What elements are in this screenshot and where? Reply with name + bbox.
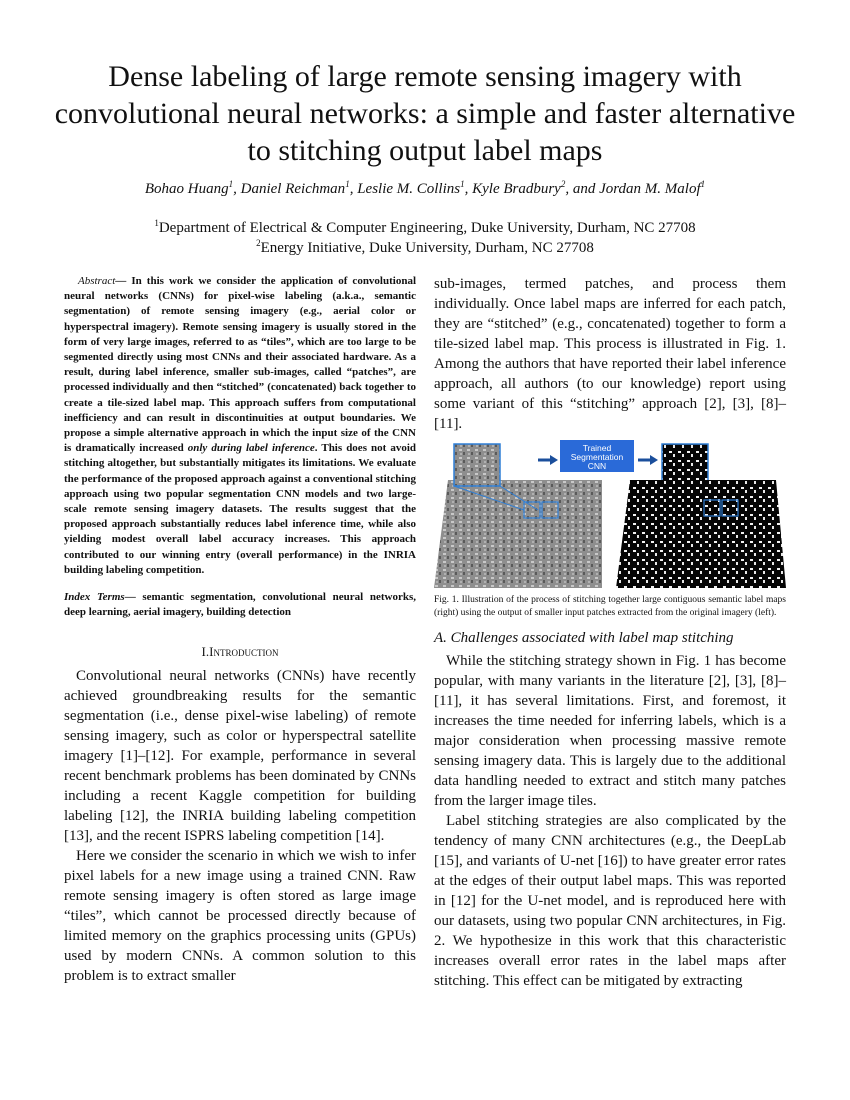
author-name: Leslie M. Collins — [357, 181, 461, 197]
subsection-paragraph-2: Label stitching strategies are also complicated by the tendency of many CNN architectures (e.g., the DeepLab [15], and variants of U-net [16]) to have greater error rates at the edges of their output label maps. This was reported in [12] for the U-net model, and is reproduced here with our datasets, using two popular CNN architectures, in Fig. 2. We hypothesize in this work that this characteristic increases overall error rates in the label maps after stitching. This effect can be mitigated by extracting — [434, 813, 786, 989]
continued-paragraph: sub-images, termed patches, and process them individually. Once label maps are inferred for each patch, they are “stitched” (e.g., concatenated) together to form a tile-sized label map. This process is illustrated in Fig. 1. Among the authors that have reported their label inference approach, all authors (to our knowledge) report using some variant of this “stitching” approach [2], [3], [8]–[11]. — [434, 276, 786, 432]
author-sup: 2 — [560, 179, 566, 189]
author-sup: 1 — [700, 179, 706, 189]
svg-text:CNN: CNN — [587, 461, 607, 471]
author-list: Bohao Huang$^1$, Daniel Reichman$^1$, Leslie M. Collins$^1$, Kyle Bradbury$^2$, and Jordan M. Malof$^1$ — [144, 179, 706, 197]
abstract-emphasis: only during label inference — [187, 442, 315, 455]
author-sup: 1 — [345, 179, 350, 189]
figure-1-caption: Fig. 1. Illustration of the process of stitching together large contiguous semantic label maps (right) using the output of smaller input patches extracted from the original imagery (left). — [434, 595, 786, 618]
arrow-icon — [638, 455, 658, 465]
aerial-tile-image — [434, 480, 602, 588]
section-heading-introduction: I.Introduction — [201, 644, 279, 660]
index-terms: Index Terms— semantic segmentation, convolutional neural networks, deep learning, aerial imagery, building detection — [64, 591, 416, 619]
paper-title: Dense labeling of large remote sensing imagery with convolutional neural networks: a simple and faster alternative to stitching output label maps — [54, 60, 796, 167]
affiliation-1: $^1$Department of Electrical & Computer Engineering, Duke University, Durham, NC 27708 — [154, 218, 696, 236]
intro-paragraph-1: Convolutional neural networks (CNNs) have recently achieved groundbreaking results for the semantic segmentation (i.e., dense pixel-wise labeling) of remote sensing imagery, such as color or hyperspectral satellite imagery [1]–[12]. For example, performance in several recent benchmark problems has been dominated by CNNs including a recent Kaggle competition for building labeling [12], the INRIA building labeling competition [13], and the recent ISPRS labeling competition [14]. — [64, 668, 416, 845]
author-name: Daniel Reichman — [240, 181, 346, 197]
abstract-lead: Abstract — [78, 275, 116, 287]
abstract: Abstract— In this work we consider the application of convolutional neural networks (CNNs) for pixel-wise labeling (a.k.a., semantic segmentation) of remote sensing imagery (e.g., aerial color or hyperspectral imagery). Remote sensing imagery is usually stored in the form of very large images, referred to as “tiles”, which are too large to be segmented directly using most CNNs and their associated hardware. As a result, during label inference, smaller sub-images, called “patches”, are processed individually and then “stitched” (concatenated) back together to create a tile-sized label map. This approach suffers from computational inefficiency and can result in discontinuities at output boundaries. We propose a simple alternative approach in which the input size of the CNN is dramatically increased only during label inference. This does not avoid stitching altogether, but substantially mitigates its limitations. We evaluate the performance of the proposed approach against a conventional stitching approach using two popular segmentation CNN models and two large-scale remote sensing imagery datasets. The results suggest that the proposed approach substantially reduces label inference time, while also yielding modest overall label accuracy increases. This approach contributed to our winning entry (overall performance) in the INRIA building labeling competition. — [64, 275, 417, 576]
figure-1-illustration — [434, 440, 786, 588]
author-name: Bohao Huang — [144, 181, 229, 197]
author-name: Kyle Bradbury — [472, 181, 561, 197]
subsection-heading: A. Challenges associated with label map stitching — [434, 630, 734, 646]
intro-paragraph-2: Here we consider the scenario in which we wish to infer pixel labels for a new image using a trained CNN. Raw remote sensing imagery is often stored as large image “tiles”, which cannot be processed directly because of limited memory on the graphics processing units (GPUs) used by modern CNNs. A common solution to this problem is to extract smaller — [64, 848, 416, 985]
index-terms-lead: Index Terms — [64, 591, 125, 604]
author-sup: 1 — [460, 179, 465, 189]
svg-text:Trained: Trained — [582, 443, 612, 453]
cnn-box — [560, 440, 634, 472]
author-name: and Jordan M. Malof — [572, 181, 701, 197]
label-map-tile-image — [616, 480, 786, 588]
affiliations — [40, 218, 810, 258]
right-column — [434, 274, 786, 991]
subsection-paragraph-1: While the stitching strategy shown in Fig. 1 has become popular, with many variants in the literature [2], [3], [8]–[11], it has several limitations. First, and foremost, it increases the time needed for inferring labels, which is a major consideration when processing massive remote sensing imagery data. This is largely due to the additional data handling needed to extract and stitch many patches from the larger image tiles. — [434, 653, 786, 809]
author-sup: 1 — [228, 179, 234, 189]
figure-1 — [434, 440, 786, 588]
svg-text:Segmentation: Segmentation — [570, 452, 624, 462]
affiliation-2: $^2$Energy Initiative, Duke University, Durham, NC 27708 — [256, 238, 594, 256]
left-column — [64, 274, 416, 986]
arrow-icon — [538, 455, 558, 465]
